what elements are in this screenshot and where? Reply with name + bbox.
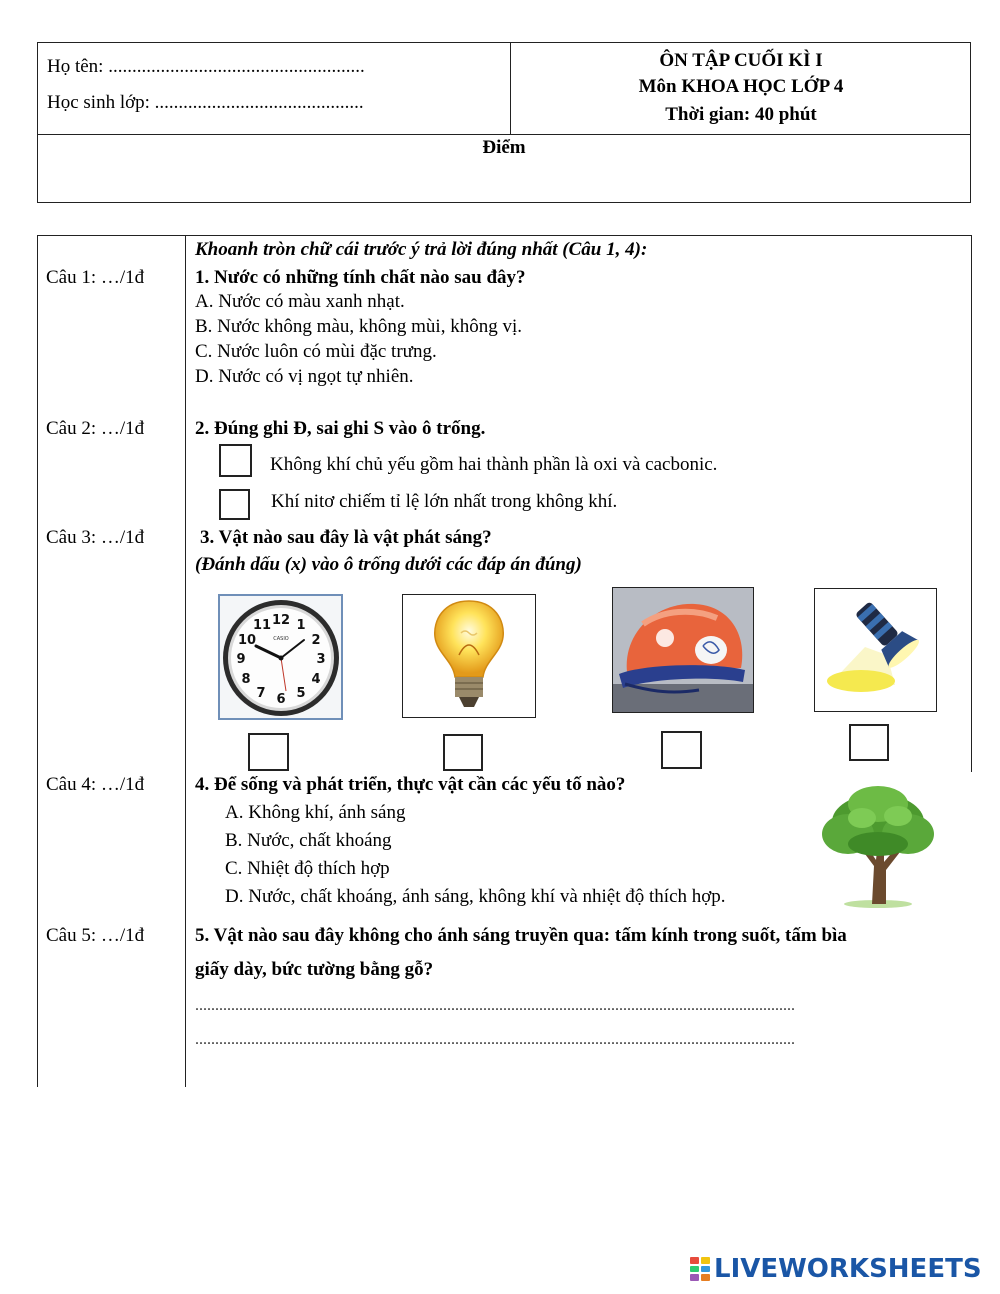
exam-subject: Môn KHOA HỌC LỚP 4: [638, 76, 844, 97]
q4-option-a[interactable]: A. Không khí, ánh sáng: [225, 802, 406, 823]
q2-statement-2: Khí nitơ chiếm tỉ lệ lớn nhất trong không khí.: [271, 491, 618, 512]
clock-numeral: 4: [311, 672, 321, 687]
instruction-text: Khoanh tròn chữ cái trước ý trả lời đúng nhất (Câu 1, 4):: [195, 239, 648, 260]
flashlight-icon: [815, 589, 936, 711]
q3-hint: (Đánh dấu (x) vào ô trống dưới các đáp án đúng): [195, 554, 582, 575]
clock-brand: CASIO: [273, 636, 289, 642]
q4-option-b[interactable]: B. Nước, chất khoáng: [225, 830, 392, 851]
q3-score[interactable]: Câu 3: …/1đ: [46, 527, 145, 548]
helmet-image: [612, 587, 754, 713]
question-frame-top: [37, 235, 972, 236]
tree-icon: [812, 782, 942, 910]
q3-answer-box-clock[interactable]: [248, 733, 289, 771]
q1-prompt: 1. Nước có những tính chất nào sau đây?: [195, 267, 526, 288]
q5-answer-line-1[interactable]: ......................................................................................................................................................: [195, 997, 795, 1014]
flashlight-image: [814, 588, 937, 712]
light-bulb-icon: [403, 595, 535, 717]
q5-answer-line-2[interactable]: ......................................................................................................................................................: [195, 1031, 795, 1048]
q5-prompt-line-2: giấy dày, bức tường bằng gỗ?: [195, 959, 434, 980]
q3-prompt: 3. Vật nào sau đây là vật phát sáng?: [200, 527, 492, 548]
q4-option-c[interactable]: C. Nhiệt độ thích hợp: [225, 858, 390, 879]
q1-option-d[interactable]: D. Nước có vị ngọt tự nhiên.: [195, 366, 414, 387]
question-frame-right: [971, 235, 972, 772]
q4-score[interactable]: Câu 4: …/1đ: [46, 774, 145, 795]
clock-numeral: 3: [316, 652, 326, 667]
q2-statement-1: Không khí chủ yếu gồm hai thành phần là oxi và cacbonic.: [270, 454, 718, 475]
clock-icon: [220, 596, 341, 718]
q5-prompt-line-1: 5. Vật nào sau đây không cho ánh sáng truyền qua: tấm kính trong suốt, tấm bìa: [195, 925, 847, 946]
clock-numeral: 8: [241, 672, 251, 687]
q1-option-c[interactable]: C. Nước luôn có mùi đặc trưng.: [195, 341, 437, 362]
q3-answer-box-bulb[interactable]: [443, 734, 483, 771]
q4-prompt: 4. Để sống và phát triển, thực vật cần các yếu tố nào?: [195, 774, 626, 795]
clock-numeral: 2: [311, 633, 321, 648]
exam-duration: Thời gian: 40 phút: [665, 104, 817, 125]
exam-title: ÔN TẬP CUỐI KÌ I: [659, 50, 823, 71]
clock-numeral: 6: [276, 692, 286, 707]
logo-mark-icon: [690, 1257, 710, 1281]
q1-score[interactable]: Câu 1: …/1đ: [46, 267, 145, 288]
student-name-field[interactable]: Họ tên: ......................................................: [47, 56, 365, 77]
q2-answer-box-2[interactable]: [219, 489, 250, 520]
clock-numeral: 9: [236, 652, 246, 667]
clock-numeral: 1: [296, 618, 306, 633]
q4-option-d[interactable]: D. Nước, chất khoáng, ánh sáng, không khí và nhiệt độ thích hợp.: [225, 886, 726, 907]
clock-numeral: 5: [296, 686, 306, 701]
light-bulb-image: [402, 594, 536, 718]
q5-score[interactable]: Câu 5: …/1đ: [46, 925, 145, 946]
question-frame-left: [37, 235, 38, 1087]
clock-image: [218, 594, 343, 720]
clock-numeral: 7: [256, 686, 266, 701]
student-class-field[interactable]: Học sinh lớp: ............................................: [47, 92, 364, 113]
clock-numeral: 12: [271, 613, 291, 628]
q1-option-a[interactable]: A. Nước có màu xanh nhạt.: [195, 291, 405, 312]
liveworksheets-logo: [690, 1252, 982, 1286]
clock-numeral: 11: [252, 618, 272, 633]
brand-name: LIVEWORKSHEETS: [714, 1254, 982, 1284]
header-divider-horizontal: [37, 134, 971, 135]
clock-numeral: 10: [237, 633, 257, 648]
q2-score[interactable]: Câu 2: …/1đ: [46, 418, 145, 439]
score-label: Điểm: [482, 137, 526, 158]
q2-prompt: 2. Đúng ghi Đ, sai ghi S vào ô trống.: [195, 418, 486, 439]
q3-answer-box-helmet[interactable]: [661, 731, 702, 769]
q1-option-b[interactable]: B. Nước không màu, không mùi, không vị.: [195, 316, 522, 337]
q3-answer-box-flashlight[interactable]: [849, 724, 889, 761]
q2-answer-box-1[interactable]: [219, 444, 252, 477]
helmet-icon: [613, 588, 753, 712]
question-frame-divider: [185, 235, 186, 1087]
